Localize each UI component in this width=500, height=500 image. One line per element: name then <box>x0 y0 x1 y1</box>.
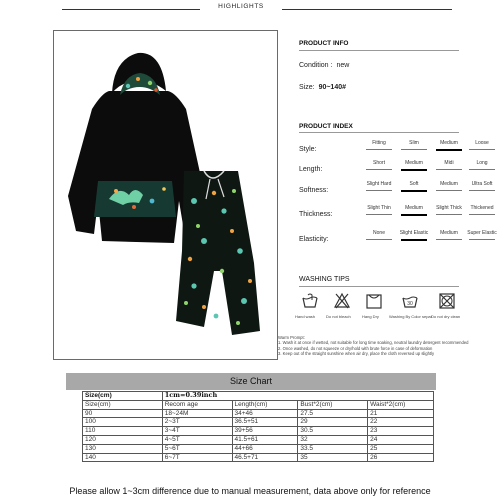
index-option-label: Medium <box>405 205 423 211</box>
index-option <box>362 181 396 187</box>
size-label: Size: <box>299 84 315 91</box>
table-cell: 41.5+61 <box>232 435 298 444</box>
index-option-label: Medium <box>405 160 423 166</box>
index-option <box>432 230 466 236</box>
wash-by-color-label: Washing By Color separ <box>389 314 432 319</box>
index-option <box>397 140 431 146</box>
no-dry-clean-label: Do not dry clean <box>431 314 461 319</box>
index-option-bar <box>401 149 427 150</box>
index-option-label: Loose <box>475 140 489 146</box>
table-cell: 26 <box>368 453 434 462</box>
size-chart-header-cell: Waist*2(cm) <box>368 400 434 409</box>
condition-value: new <box>336 62 350 69</box>
index-option-label: Short <box>373 160 385 166</box>
index-option-selected <box>397 160 431 166</box>
index-option-bar <box>366 169 392 170</box>
index-option-bar <box>436 190 462 191</box>
table-row <box>83 444 434 453</box>
table-cell: 35 <box>298 453 368 462</box>
table-cell: 110 <box>83 427 163 436</box>
table-cell: 36.5+51 <box>232 418 298 427</box>
hand-wash-icon <box>301 292 319 310</box>
table-cell: 46.5+71 <box>232 453 298 462</box>
wash-by-color-icon <box>401 292 419 310</box>
index-option-bar <box>469 239 495 240</box>
index-option-label: Medium <box>440 181 458 187</box>
index-option-bar <box>436 149 462 151</box>
washing-tips-title: WASHING TIPS <box>299 276 350 283</box>
size-chart-header-cell: Length(cm) <box>232 400 298 409</box>
size-line <box>299 84 346 91</box>
index-option <box>465 205 499 211</box>
index-option-bar <box>469 190 495 191</box>
condition-line <box>299 62 349 69</box>
index-option <box>362 160 396 166</box>
index-option-bar <box>436 239 462 240</box>
table-cell: 22 <box>368 418 434 427</box>
size-chart-header-cell: Bust*2(cm) <box>298 400 368 409</box>
table-cell: 24 <box>368 435 434 444</box>
size-chart-table <box>82 391 434 462</box>
table-row <box>83 453 434 462</box>
index-option-bar <box>401 239 427 241</box>
index-row-label: Thickness: <box>299 211 333 218</box>
index-option <box>362 230 396 236</box>
index-option-bar <box>366 190 392 191</box>
index-option-label: Super Elastic <box>467 230 497 236</box>
table-cell: 30.5 <box>298 427 368 436</box>
product-index-title: PRODUCT INDEX <box>299 123 353 130</box>
hand-wash-label: Hand wash <box>295 314 316 319</box>
product-photo-frame <box>53 30 278 360</box>
table-cell: 27.5 <box>298 409 368 418</box>
table-row <box>83 435 434 444</box>
index-option-bar <box>436 214 462 215</box>
index-option-label: Long <box>476 160 488 166</box>
table-cell: 3~4T <box>162 427 232 436</box>
index-option <box>432 181 466 187</box>
index-option-label: Slight Thick <box>436 205 462 211</box>
warm-prompt-title: Warm Prompt: <box>278 335 305 340</box>
index-option <box>362 140 396 146</box>
index-option-bar <box>366 214 392 215</box>
product-info-title: PRODUCT INFO <box>299 40 349 47</box>
index-row-label: Softness: <box>299 187 329 194</box>
table-cell: 29 <box>298 418 368 427</box>
table-row <box>83 418 434 427</box>
header-rule-left <box>62 9 200 10</box>
index-option-label: Medium <box>440 230 458 236</box>
index-row-label: Length: <box>299 166 323 173</box>
index-row <box>299 205 494 225</box>
index-option <box>432 160 466 166</box>
size-chart-title: Size Chart <box>229 376 273 386</box>
product-photo <box>54 31 279 361</box>
index-option-label: Ultra Soft <box>471 181 493 187</box>
index-option <box>465 160 499 166</box>
index-option-label: Slight Elastic <box>399 230 429 236</box>
table-cell: 23 <box>368 427 434 436</box>
table-cell: 44+66 <box>232 444 298 453</box>
table-cell: 4~5T <box>162 435 232 444</box>
index-row-label: Elasticity: <box>299 236 329 243</box>
condition-label: Condition : <box>299 62 333 69</box>
table-cell: 32 <box>298 435 368 444</box>
warm-prompt <box>278 335 493 356</box>
size-chart-meta-row <box>83 392 434 401</box>
no-bleach-icon <box>333 292 351 310</box>
index-option <box>465 140 499 146</box>
index-option <box>465 230 499 236</box>
table-cell: 90 <box>83 409 163 418</box>
index-option-bar <box>469 169 495 170</box>
washing-tips-rule <box>299 286 459 287</box>
index-option-bar <box>436 169 462 170</box>
index-option-selected <box>397 230 431 236</box>
table-cell: 21 <box>368 409 434 418</box>
table-cell: 33.5 <box>298 444 368 453</box>
table-cell: 39+56 <box>232 427 298 436</box>
index-option-label: Thickened <box>470 205 494 211</box>
index-option-label: Medium <box>440 140 458 146</box>
table-cell: 6~7T <box>162 453 232 462</box>
index-option <box>432 205 466 211</box>
size-chart-header-row <box>83 400 434 409</box>
index-option-bar <box>366 239 392 240</box>
index-option-bar <box>366 149 392 150</box>
table-cell: 25 <box>368 444 434 453</box>
table-cell: 5~6T <box>162 444 232 453</box>
size-chart-header-cell: Recom age <box>162 400 232 409</box>
index-option-label: Slight Hard <box>366 181 392 187</box>
table-cell: 2~3T <box>162 418 232 427</box>
size-value: 90~140# <box>318 84 347 91</box>
table-cell: 18~24M <box>162 409 232 418</box>
product-index-rule <box>299 132 459 133</box>
svg-text:30: 30 <box>407 301 413 307</box>
index-option-bar <box>469 214 495 215</box>
size-chart-conversion: 1cm=0.39inch <box>162 392 433 401</box>
measurement-disclaimer: Please allow 1~3cm difference due to manual measurement, data above only for reference <box>69 486 431 496</box>
index-row <box>299 230 497 250</box>
table-cell: 140 <box>83 453 163 462</box>
hang-dry-label: Hang Dry <box>362 314 379 319</box>
index-option <box>362 205 396 211</box>
index-row <box>299 160 488 180</box>
no-tumble-dry-icon <box>438 292 456 310</box>
highlights-title: HIGHLIGHTS <box>218 3 264 10</box>
hang-dry-icon <box>365 292 383 310</box>
no-bleach-label: Do not bleach <box>326 314 351 319</box>
index-option-bar <box>401 214 427 216</box>
index-option <box>465 181 499 187</box>
index-option-label: None <box>373 230 385 236</box>
index-option-label: Midi <box>444 160 454 166</box>
index-option-selected <box>432 140 466 146</box>
warm-prompt-line: 2. Once washed, do not squeeze or dry/hold with brute force in case of deformation <box>278 345 433 351</box>
table-cell: 130 <box>83 444 163 453</box>
table-cell: 34+46 <box>232 409 298 418</box>
table-cell: 100 <box>83 418 163 427</box>
table-row <box>83 427 434 436</box>
warm-prompt-line: 1. Wash it at once if wetted, not suitable for long time soaking, neutral laundry detergent recommended <box>278 340 469 346</box>
table-cell: 120 <box>83 435 163 444</box>
index-row-label: Style: <box>299 146 317 153</box>
table-row <box>83 409 434 418</box>
index-row <box>299 140 489 160</box>
header-rule-right <box>282 9 452 10</box>
index-option-label: Slim <box>409 140 419 146</box>
index-option-label: Fitting <box>372 140 386 146</box>
index-option-bar <box>469 149 495 150</box>
index-option-bar <box>401 190 427 192</box>
index-row <box>299 181 493 201</box>
index-option-bar <box>401 169 427 171</box>
size-chart-meta-label: Size(cm) <box>83 392 163 401</box>
index-option-selected <box>397 205 431 211</box>
warm-prompt-line: 3. Keep out of the straight sunshine when air dry, place the cloth reversed up slightly <box>278 350 435 356</box>
index-option-label: Soft <box>409 181 419 187</box>
index-option-selected <box>397 181 431 187</box>
index-option-label: Slight Thin <box>367 205 391 211</box>
product-info-rule <box>299 50 459 51</box>
size-chart-header-cell: Size(cm) <box>83 400 163 409</box>
